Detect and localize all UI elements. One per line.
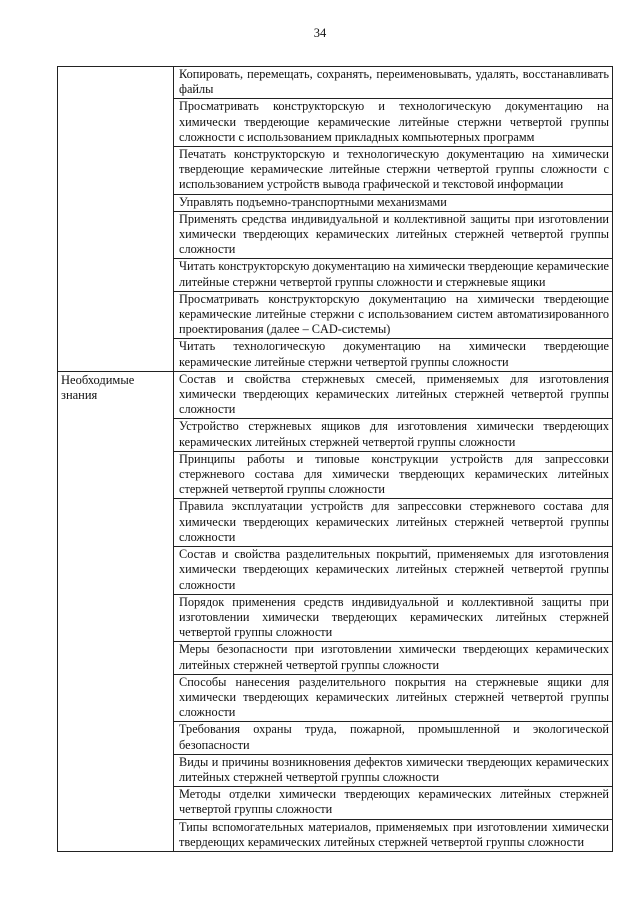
list-item: Читать конструкторскую документацию на химически твердеющие керамические литейные стержни четвертой группы сложности и стержневые ящики: [174, 259, 612, 291]
list-item: Принципы работы и типовые конструкции устройств для запрессовки стержневого состава для химически твердеющих керамических литейных стержней четвертой группы сложности: [174, 452, 612, 500]
list-item: Состав и свойства разделительных покрытий, применяемых для изготовления химически твердеющих керамических литейных стержней четвертой группы сложности: [174, 547, 612, 595]
items-cell: [174, 371, 613, 851]
list-item: Правила эксплуатации устройств для запрессовки стержневого состава для химически твердеющих керамических литейных стержней четвертой группы сложности: [174, 499, 612, 547]
list-item: Методы отделки химически твердеющих керамических литейных стержней четвертой группы сложности: [174, 787, 612, 819]
list-item: Просматривать конструкторскую и технологическую документацию на химически твердеющие керамические литейные стержни четвертой группы сложности с использованием прикладных компьютерных программ: [174, 99, 612, 147]
list-item: Меры безопасности при изготовлении химически твердеющих керамических литейных стержней четвертой группы сложности: [174, 642, 612, 674]
items-cell: [174, 67, 613, 372]
list-item: Читать технологическую документацию на химически твердеющие керамические литейные стержни четвертой группы сложности: [179, 339, 609, 369]
list-item: Виды и причины возникновения дефектов химически твердеющих керамических литейных стержней четвертой группы сложности: [174, 755, 612, 787]
list-item: Печатать конструкторскую и технологическую документацию на химически твердеющие керамические литейные стержни четвертой группы сложности с использованием устройств вывода графической и текстовой информации: [174, 147, 612, 195]
requirements-table: [57, 66, 613, 852]
list-item: Просматривать конструкторскую документацию на химически твердеющие керамические литейные стержни с использованием систем автоматизированного проектирования (далее – CAD-системы): [174, 292, 612, 340]
list-item: Типы вспомогательных материалов, применяемых при изготовлении химически твердеющих керамических литейных стержней четвертой группы сложности: [179, 819, 609, 849]
list-item: Копировать, перемещать, сохранять, переименовывать, удалять, восстанавливать файлы: [174, 67, 612, 99]
list-item: Способы нанесения разделительного покрытия на стержневые ящики для химически твердеющих керамических литейных стержней четвертой группы сложности: [174, 675, 612, 723]
page-number: 34: [313, 26, 327, 40]
list-item: Устройство стержневых ящиков для изготовления химически твердеющих керамических литейных стержней четвертой группы сложности: [174, 419, 612, 451]
row-label-knowledge: Необходимые знания: [58, 371, 174, 851]
row-label: [58, 67, 174, 372]
list-item: Управлять подъемно-транспортными механизмами: [174, 195, 612, 212]
list-item: Состав и свойства стержневых смесей, применяемых для изготовления химически твердеющих керамических литейных стержней четвертой группы сложности: [174, 372, 612, 420]
list-item: Требования охраны труда, пожарной, промышленной и экологической безопасности: [174, 722, 612, 754]
list-item: Порядок применения средств индивидуальной и коллективной защиты при изготовлении химически твердеющих керамических литейных стержней четвертой группы сложности: [174, 595, 612, 643]
list-item: Применять средства индивидуальной и коллективной защиты при изготовлении химически твердеющих керамических литейных стержней четвертой группы сложности: [174, 212, 612, 260]
table-row-knowledge: [58, 371, 613, 851]
table-row-skills: [58, 67, 613, 372]
